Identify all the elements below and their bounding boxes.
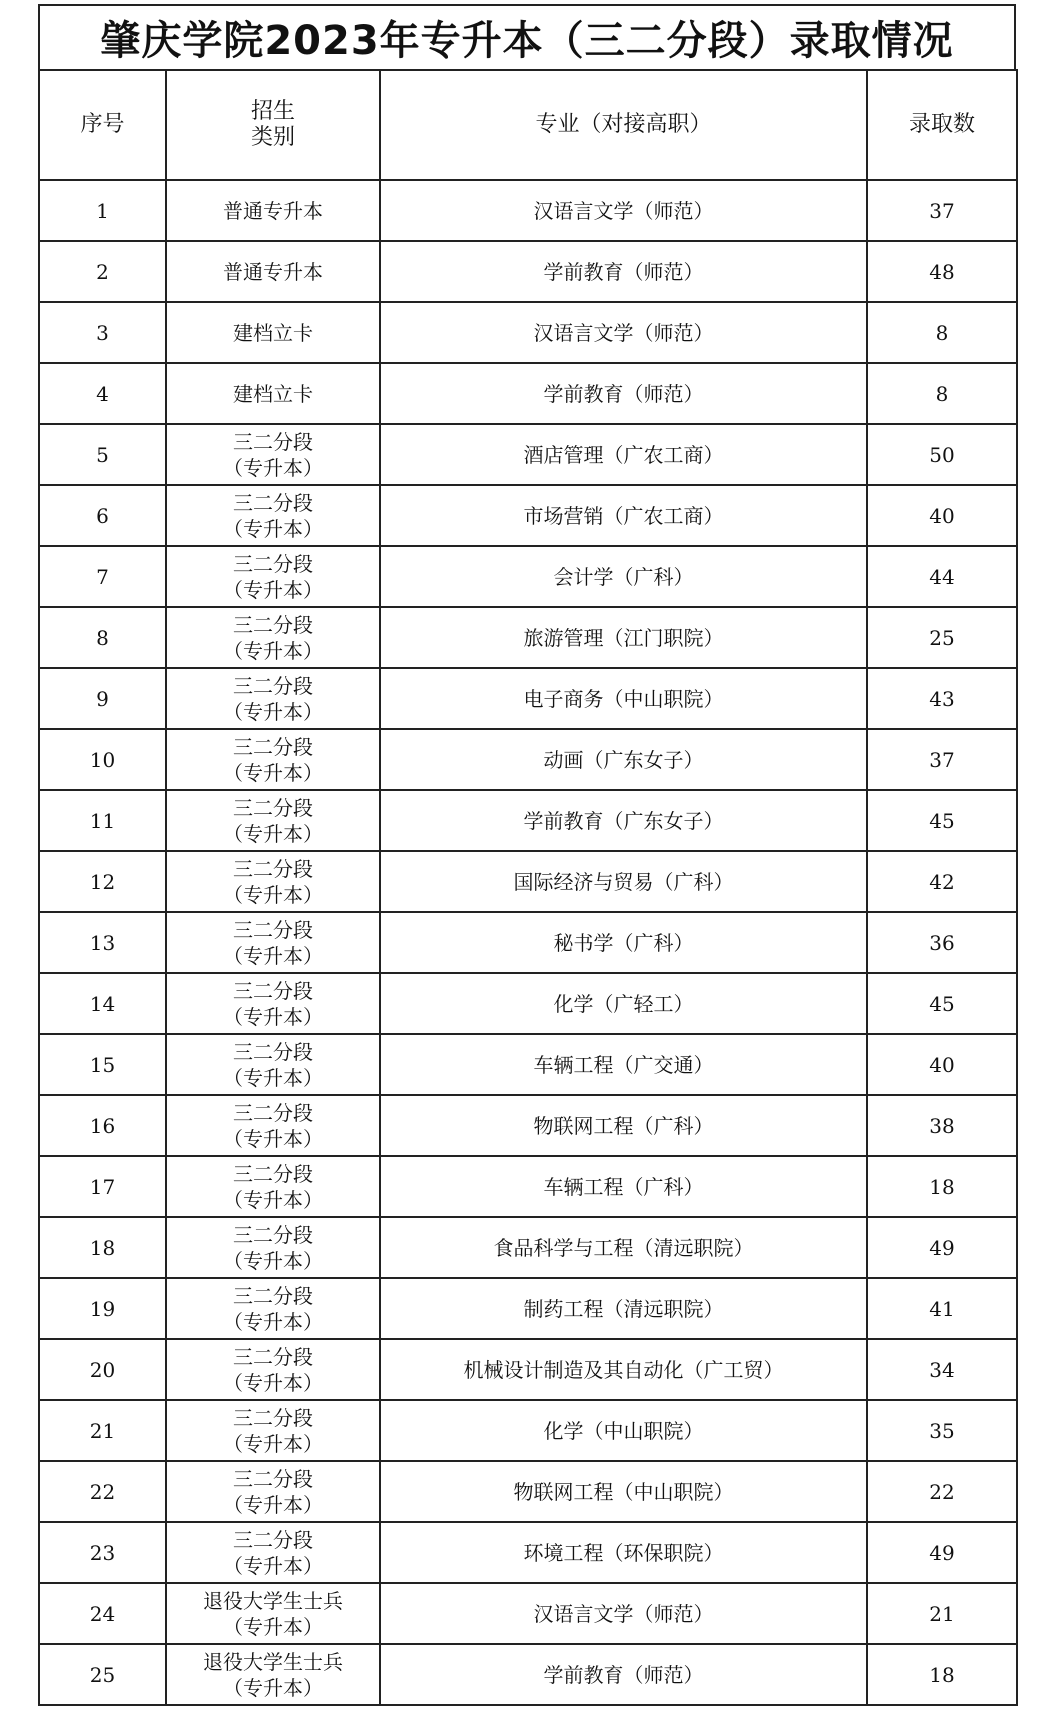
cell-no: 10: [39, 729, 166, 790]
table-row: [39, 668, 1017, 729]
table-row: [39, 1400, 1017, 1461]
header-category-line1: 招生: [250, 99, 295, 124]
cell-no: 5: [39, 424, 166, 485]
header-category: [166, 70, 380, 180]
cell-major: 市场营销（广农工商）: [380, 485, 867, 546]
category-line1: 三二分段: [233, 551, 313, 576]
cell-no: 25: [39, 1644, 166, 1705]
table-row: [39, 485, 1017, 546]
cell-category: [166, 1400, 380, 1461]
table-row: [39, 546, 1017, 607]
category-line2: （专升本）: [223, 882, 323, 907]
cell-count: 50: [867, 424, 1017, 485]
table-row: [39, 729, 1017, 790]
table-row: [39, 1644, 1017, 1705]
category-line1: 三二分段: [233, 795, 313, 820]
cell-count: 37: [867, 180, 1017, 241]
category-line1: 三二分段: [233, 1344, 313, 1369]
category-line2: （专升本）: [223, 699, 323, 724]
category-line1: 三二分段: [233, 978, 313, 1003]
cell-category: [166, 424, 380, 485]
table-row: [39, 302, 1017, 363]
cell-no: 12: [39, 851, 166, 912]
cell-major: 汉语言文学（师范）: [380, 180, 867, 241]
cell-no: 8: [39, 607, 166, 668]
table-row: [39, 1095, 1017, 1156]
cell-count: 8: [867, 363, 1017, 424]
cell-major: 会计学（广科）: [380, 546, 867, 607]
cell-count: 45: [867, 973, 1017, 1034]
category-line2: （专升本）: [223, 760, 323, 785]
table-row: [39, 1034, 1017, 1095]
cell-no: 21: [39, 1400, 166, 1461]
cell-category: [166, 912, 380, 973]
page-title: 肇庆学院2023年专升本（三二分段）录取情况: [38, 4, 1016, 69]
cell-no: 6: [39, 485, 166, 546]
category-line2: （专升本）: [223, 943, 323, 968]
cell-category: [166, 1095, 380, 1156]
category-line2: （专升本）: [223, 1187, 323, 1212]
cell-no: 14: [39, 973, 166, 1034]
header-no: 序号: [39, 70, 166, 180]
category-line2: （专升本）: [223, 1614, 323, 1639]
category-line1: 三二分段: [233, 1283, 313, 1308]
table-row: [39, 1217, 1017, 1278]
table-row: [39, 790, 1017, 851]
cell-count: 41: [867, 1278, 1017, 1339]
cell-no: 17: [39, 1156, 166, 1217]
cell-count: 38: [867, 1095, 1017, 1156]
cell-count: 49: [867, 1522, 1017, 1583]
cell-no: 3: [39, 302, 166, 363]
table-row: [39, 180, 1017, 241]
cell-major: 食品科学与工程（清远职院）: [380, 1217, 867, 1278]
cell-category: [166, 851, 380, 912]
cell-category: [166, 668, 380, 729]
cell-major: 物联网工程（广科）: [380, 1095, 867, 1156]
cell-no: 16: [39, 1095, 166, 1156]
table-row: [39, 424, 1017, 485]
category-line2: （专升本）: [223, 1675, 323, 1700]
category-line2: （专升本）: [223, 1248, 323, 1273]
cell-major: 酒店管理（广农工商）: [380, 424, 867, 485]
cell-major: 学前教育（师范）: [380, 241, 867, 302]
cell-major: 物联网工程（中山职院）: [380, 1461, 867, 1522]
category-line1: 建档立卡: [233, 381, 313, 406]
cell-major: 汉语言文学（师范）: [380, 1583, 867, 1644]
cell-no: 4: [39, 363, 166, 424]
cell-count: 45: [867, 790, 1017, 851]
cell-major: 电子商务（中山职院）: [380, 668, 867, 729]
category-line1: 三二分段: [233, 673, 313, 698]
cell-count: 35: [867, 1400, 1017, 1461]
category-line1: 三二分段: [233, 917, 313, 942]
cell-category: [166, 1034, 380, 1095]
cell-count: 44: [867, 546, 1017, 607]
cell-no: 23: [39, 1522, 166, 1583]
cell-count: 18: [867, 1644, 1017, 1705]
category-line1: 三二分段: [233, 429, 313, 454]
cell-major: 动画（广东女子）: [380, 729, 867, 790]
category-line2: （专升本）: [223, 821, 323, 846]
table-row: [39, 1522, 1017, 1583]
table-row: [39, 1156, 1017, 1217]
category-line1: 建档立卡: [233, 320, 313, 345]
cell-count: 43: [867, 668, 1017, 729]
cell-category: [166, 1217, 380, 1278]
cell-category: [166, 607, 380, 668]
cell-category: [166, 485, 380, 546]
cell-no: 15: [39, 1034, 166, 1095]
cell-category: [166, 363, 380, 424]
cell-category: [166, 973, 380, 1034]
cell-major: 机械设计制造及其自动化（广工贸）: [380, 1339, 867, 1400]
cell-count: 36: [867, 912, 1017, 973]
cell-count: 40: [867, 485, 1017, 546]
category-line2: （专升本）: [223, 516, 323, 541]
category-line1: 三二分段: [233, 856, 313, 881]
cell-category: [166, 1278, 380, 1339]
cell-category: [166, 1644, 380, 1705]
category-line2: （专升本）: [223, 455, 323, 480]
category-line1: 三二分段: [233, 1100, 313, 1125]
category-line1: 三二分段: [233, 1161, 313, 1186]
category-line1: 三二分段: [233, 734, 313, 759]
table-row: [39, 912, 1017, 973]
category-line2: （专升本）: [223, 1370, 323, 1395]
cell-major: 环境工程（环保职院）: [380, 1522, 867, 1583]
header-category-line2: 类别: [250, 125, 295, 150]
header-major: 专业（对接高职）: [380, 70, 867, 180]
cell-no: 22: [39, 1461, 166, 1522]
cell-category: [166, 1339, 380, 1400]
category-line1: 三二分段: [233, 1527, 313, 1552]
admission-sheet: [38, 4, 1016, 1706]
category-line2: （专升本）: [223, 638, 323, 663]
category-line2: （专升本）: [223, 1065, 323, 1090]
cell-category: [166, 1461, 380, 1522]
cell-category: [166, 1156, 380, 1217]
cell-count: 40: [867, 1034, 1017, 1095]
category-line2: （专升本）: [223, 1309, 323, 1334]
cell-category: [166, 729, 380, 790]
category-line1: 普通专升本: [223, 198, 323, 223]
cell-no: 18: [39, 1217, 166, 1278]
cell-major: 车辆工程（广交通）: [380, 1034, 867, 1095]
cell-count: 34: [867, 1339, 1017, 1400]
table-row: [39, 973, 1017, 1034]
table-row: [39, 607, 1017, 668]
cell-count: 48: [867, 241, 1017, 302]
category-line2: （专升本）: [223, 577, 323, 602]
cell-major: 学前教育（师范）: [380, 363, 867, 424]
cell-no: 19: [39, 1278, 166, 1339]
table-body: [39, 180, 1017, 1705]
cell-no: 13: [39, 912, 166, 973]
cell-category: [166, 546, 380, 607]
category-line2: （专升本）: [223, 1553, 323, 1578]
cell-major: 化学（中山职院）: [380, 1400, 867, 1461]
cell-major: 制药工程（清远职院）: [380, 1278, 867, 1339]
cell-count: 22: [867, 1461, 1017, 1522]
cell-no: 1: [39, 180, 166, 241]
category-line2: （专升本）: [223, 1004, 323, 1029]
category-line2: （专升本）: [223, 1126, 323, 1151]
cell-no: 24: [39, 1583, 166, 1644]
table-row: [39, 363, 1017, 424]
cell-count: 21: [867, 1583, 1017, 1644]
table-row: [39, 1461, 1017, 1522]
cell-category: [166, 302, 380, 363]
cell-major: 化学（广轻工）: [380, 973, 867, 1034]
cell-count: 8: [867, 302, 1017, 363]
cell-no: 7: [39, 546, 166, 607]
header-count: 录取数: [867, 70, 1017, 180]
category-line1: 三二分段: [233, 490, 313, 515]
cell-count: 18: [867, 1156, 1017, 1217]
cell-category: [166, 241, 380, 302]
cell-no: 11: [39, 790, 166, 851]
category-line1: 退役大学生士兵: [203, 1588, 343, 1613]
table-header-row: [39, 70, 1017, 180]
cell-major: 汉语言文学（师范）: [380, 302, 867, 363]
cell-count: 25: [867, 607, 1017, 668]
table-row: [39, 851, 1017, 912]
category-line1: 三二分段: [233, 1039, 313, 1064]
cell-major: 秘书学（广科）: [380, 912, 867, 973]
category-line2: （专升本）: [223, 1492, 323, 1517]
cell-major: 学前教育（师范）: [380, 1644, 867, 1705]
category-line2: （专升本）: [223, 1431, 323, 1456]
category-line1: 三二分段: [233, 1222, 313, 1247]
cell-no: 2: [39, 241, 166, 302]
cell-category: [166, 1522, 380, 1583]
cell-major: 旅游管理（江门职院）: [380, 607, 867, 668]
category-line1: 三二分段: [233, 1466, 313, 1491]
cell-category: [166, 790, 380, 851]
category-line1: 退役大学生士兵: [203, 1649, 343, 1674]
cell-count: 49: [867, 1217, 1017, 1278]
table-row: [39, 1339, 1017, 1400]
admission-table: [38, 69, 1018, 1706]
category-line1: 三二分段: [233, 1405, 313, 1430]
table-row: [39, 1278, 1017, 1339]
cell-no: 9: [39, 668, 166, 729]
table-row: [39, 1583, 1017, 1644]
cell-count: 37: [867, 729, 1017, 790]
category-line1: 普通专升本: [223, 259, 323, 284]
table-row: [39, 241, 1017, 302]
cell-major: 车辆工程（广科）: [380, 1156, 867, 1217]
cell-count: 42: [867, 851, 1017, 912]
cell-major: 国际经济与贸易（广科）: [380, 851, 867, 912]
cell-major: 学前教育（广东女子）: [380, 790, 867, 851]
cell-category: [166, 180, 380, 241]
cell-no: 20: [39, 1339, 166, 1400]
category-line1: 三二分段: [233, 612, 313, 637]
cell-category: [166, 1583, 380, 1644]
